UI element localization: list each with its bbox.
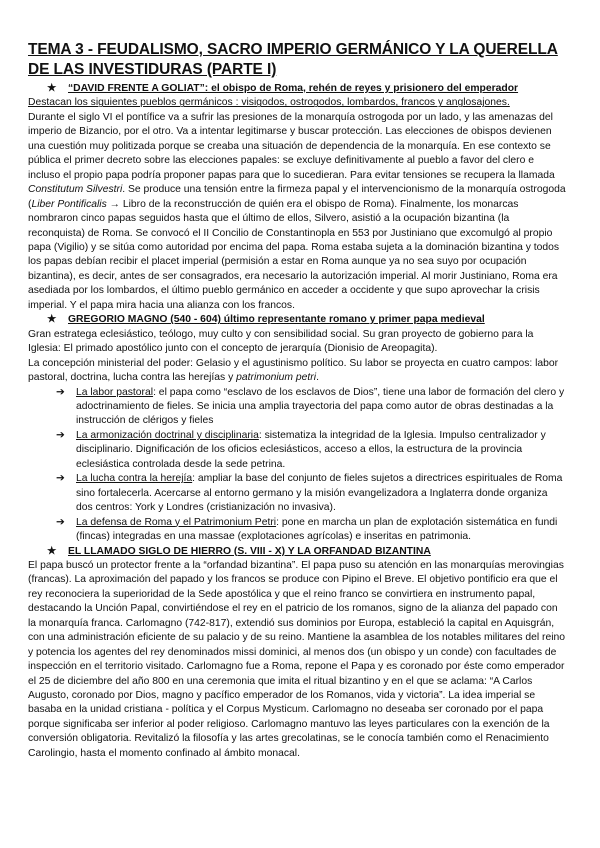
section-heading-2 (28, 313, 566, 327)
intro-underlined-text: Destacan los siguientes pueblos germánicos : visigodos, ostrogodos, lombardos, francos y anglosajones. (28, 97, 510, 109)
section-heading-1 (28, 82, 566, 96)
arrow-list (28, 386, 566, 545)
paragraph: El papa buscó un protector frente a la “orfandad bizantina”. El papa puso su atención en las monarquías merovingias (francas). La aproximación del papado y los francos se produce con Pipino el Breve. El objetivo pontificio era que el rey reconociera la superioridad de la Sede apostólica y que el reino franco se convirtiera en instrumento papal, destacando la Unción Papal, convirtiéndose el rey en el patricio de los romanos, signo de la alianza del papado con la monarquía franca. Carlomagno (742-817), extendió sus dominios por Europa, estableció la capital en Aquisgrán, con una administración eficiente de su palacio y de su reino. Mantiene la asamblea de los notables militares del reino y potencia los agentes del rey denominados missi dominici, al menos dos (un obispo y un conde) con facultades de inspección en el territorio visitado. Carlomagno fue a Roma, repone el Papa y es coronado por éste como emperador el 25 de diciembre del año 800 en una ceremonia que imita el ritual bizantino y en el que se aclama: “A Carlos Augusto, coronado por Dios, magno y pacífico emperador de los Romanos, vida y victoria”. La idea imperial se basaba en la unidad cristiana - política y el Corpus Mysticum. Carlomagno no deseaba ser coronado por el papa porque significaba ser inferior al poder religioso. Carlomagno mantuvo las leyes particulares con la exención de la conversión obligatoria. Revitalizó la filosofía y las artes grecolatinas, se le conocía también como el Renacimiento Carolingio, hasta el momento confinado al ámbito monacal. (28, 559, 566, 759)
paragraph: Durante el siglo VI el pontífice va a sufrir las presiones de la monarquía ostrogoda por un lado, y las amenazas del imperio de Bizancio, por el otro. Va a intentar legitimarse y buscar protección. Las elecciones de obispos devienen una cuestión muy politizada porque se creaba una situación de dependencia de la monarquía. En ese contexto se pública el primer decreto sobre las elecciones papales: se excluye definitivamente al pueblo a favor del clero e incluso el propio papa podría proponer papas para que lo sucedieran. Para evitar tensiones se recupera la llamada Constitutum Silvestri. Se produce una tensión entre la firmeza papal y el intervencionismo de la monarquía ostrogoda (Liber Pontificalis → Libro de la reconstrucción de quién era el obispo de Roma). Finalmente, los monarcas nombraron cinco papas seguidos hasta que el último de ellos, Silvero, asistió a la ocupación bizantina (la reconquista) de Roma. Se convocó el II Concilio de Constantinopla en 553 por Justiniano que excomulgó al propio papa (Vigilio) y se sitúa como autoridad por encima del papa. Roma estaba sujeta a la dominación bizantina y todos los papas debían recibir el placet imperial (permisión a estar en Roma aunque ya no sea suyo por ocupación bizantina), es decir, antes de ser consagrados, era necesario la autorización imperial. Al morir Justiniano, Roma era asediada por los lombardos, el último pueblo germánico en acceder a occidente y que supo aprovechar la crisis imperial. Y el papa mira hacia una alianza con los francos. (28, 111, 566, 311)
section-intro (28, 96, 566, 110)
star-icon: ★ (47, 545, 57, 557)
paragraph: La concepción ministerial del poder: Gelasio y el agustinismo político. Su labor se proyecta en cuatro campos: labor pastoral, doctrina, lucha contra las herejías y patrimonium petri. (28, 357, 559, 384)
section-heading-3 (28, 545, 566, 559)
list-item: ➔ La defensa de Roma y el Patrimonium Petri: pone en marcha un plan de explotación sistemática en fundi (fincas) integradas en una massae (explotaciones agrícolas) e inseritas en patrimonia. (56, 516, 558, 543)
arrow-right-icon: ➔ (56, 386, 65, 398)
list-item: ➔ La lucha contra la herejía: ampliar la base del conjunto de fieles sujetos a directrices espirituales de Roma sino fortalecerla. Acercarse al entorno germano y la misión evangelizadora a Inglaterra donde organiza dos centros: York y Londres (cristianización no invasiva). (56, 473, 563, 514)
list-item: ➔ La armonización doctrinal y disciplinaria: sistematiza la integridad de la Iglesia. Impulso centralizador y disciplinario. Dignificación de los oficios eclesiásticos, acceso a ellos, la estructura de la provincia eclesiástica controlada desde la sede petrina. (56, 429, 546, 470)
document-title: TEMA 3 - FEUDALISMO, SACRO IMPERIO GERMÁNICO Y LA QUERELLA DE LAS INVESTIDURAS (PARTE I) (28, 41, 558, 78)
star-icon: ★ (47, 83, 57, 94)
star-icon: ★ (47, 314, 57, 326)
section-title: “DAVID FRENTE A GOLIAT”: el obispo de Roma, rehén de reyes y prisionero del emperador (68, 83, 519, 94)
arrow-right-icon: ➔ (56, 473, 65, 485)
arrow-right-icon: ➔ (56, 429, 65, 441)
section-title: EL LLAMADO SIGLO DE HIERRO (S. VIII - X) Y LA ORFANDAD BIZANTINA (68, 545, 431, 557)
paragraph: Gran estratega eclesiástico, teólogo, muy culto y con sensibilidad social. Su gran proyecto de gobierno para la Iglesia: El primado apostólico junto con el concepto de jerarquía (Dionisio de Areopagita). (28, 328, 534, 355)
arrow-right-icon: ➔ (56, 516, 65, 528)
section-title: GREGORIO MAGNO (540 - 604) último representante romano y primer papa medieval (68, 314, 485, 326)
list-item: ➔ La labor pastoral: el papa como “esclavo de los esclavos de Dios”, tiene una labor de formación del clero y adoctrinamiento de fieles. Se inicia una amplia trayectoria del papa como autor de obras destinadas a la instrucción de clérigos y fieles (56, 386, 565, 427)
